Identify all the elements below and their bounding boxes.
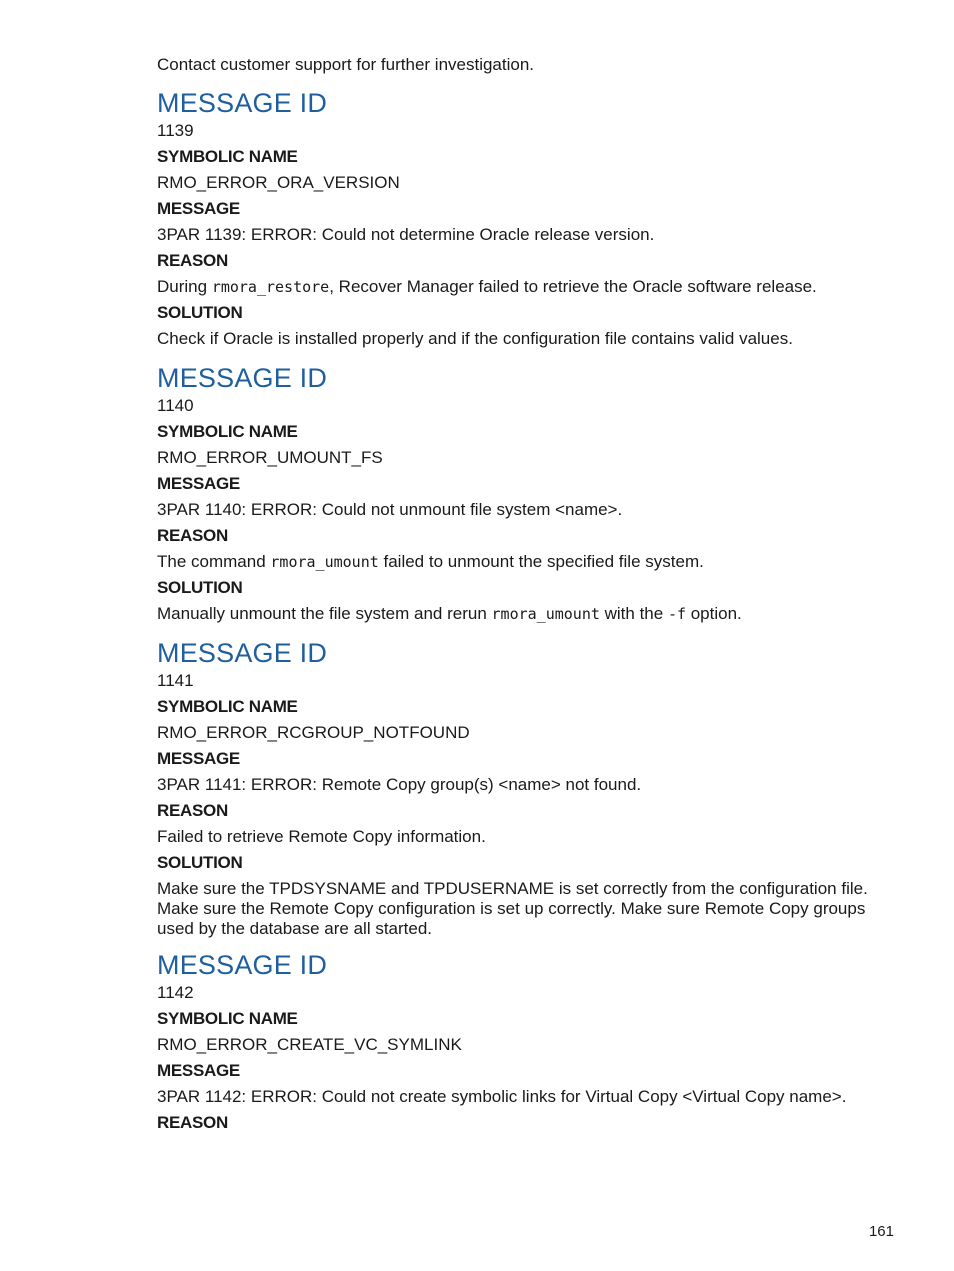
reason-label: REASON xyxy=(157,1113,228,1132)
reason-text-pre: During xyxy=(157,277,212,296)
solution-label: SOLUTION xyxy=(157,578,243,597)
message-entry-1139 xyxy=(157,88,902,352)
message-id-value: 1139 xyxy=(157,121,194,140)
message-label: MESSAGE xyxy=(157,474,240,493)
reason-value: Failed to retrieve Remote Copy information. xyxy=(157,827,486,846)
reason-code: rmora_restore xyxy=(211,278,330,296)
symbolic-name-value: RMO_ERROR_ORA_VERSION xyxy=(157,173,400,192)
message-value: 3PAR 1142: ERROR: Could not create symbolic links for Virtual Copy <Virtual Copy name>. xyxy=(157,1087,847,1106)
message-entry-1141 xyxy=(157,638,902,939)
reason-text-pre: The command xyxy=(157,552,271,571)
message-label: MESSAGE xyxy=(157,199,240,218)
reason-label: REASON xyxy=(157,251,228,270)
solution-text-pre: Manually unmount the file system and rerun xyxy=(157,604,492,623)
message-id-value: 1142 xyxy=(157,983,194,1002)
solution-value: Make sure the TPDSYSNAME and TPDUSERNAME is set correctly from the configuration file. Make sure the Remote Copy configuration is set up correctly. Make sure Remote Copy groups used by the database are all started. xyxy=(157,879,868,938)
intro-text: Contact customer support for further investigation. xyxy=(157,55,535,74)
message-id-heading: MESSAGE ID xyxy=(157,638,328,668)
solution-text-mid: with the xyxy=(599,604,668,623)
message-value: 3PAR 1141: ERROR: Remote Copy group(s) <name> not found. xyxy=(157,775,642,794)
message-entry-1142 xyxy=(157,950,902,1136)
message-label: MESSAGE xyxy=(157,1061,240,1080)
reason-value xyxy=(157,274,902,300)
symbolic-name-value: RMO_ERROR_UMOUNT_FS xyxy=(157,448,383,467)
message-value: 3PAR 1140: ERROR: Could not unmount file system <name>. xyxy=(157,500,623,519)
solution-label: SOLUTION xyxy=(157,853,243,872)
message-id-heading: MESSAGE ID xyxy=(157,950,328,980)
message-entry-1140 xyxy=(157,363,902,627)
message-value: 3PAR 1139: ERROR: Could not determine Oracle release version. xyxy=(157,225,655,244)
reason-code: rmora_umount xyxy=(270,553,379,571)
page-content xyxy=(157,52,902,1147)
reason-text-post: , Recover Manager failed to retrieve the Oracle software release. xyxy=(329,277,817,296)
solution-label: SOLUTION xyxy=(157,303,243,322)
solution-value xyxy=(157,601,902,627)
reason-label: REASON xyxy=(157,526,228,545)
solution-text-post: option. xyxy=(686,604,742,623)
symbolic-name-label: SYMBOLIC NAME xyxy=(157,1009,298,1028)
page-number: 161 xyxy=(868,1223,894,1240)
symbolic-name-label: SYMBOLIC NAME xyxy=(157,697,298,716)
solution-value: Check if Oracle is installed properly and if the configuration file contains valid values. xyxy=(157,329,793,348)
reason-text-post: failed to unmount the specified file system. xyxy=(378,552,704,571)
solution-code-command: rmora_umount xyxy=(491,605,600,623)
solution-code-flag: -f xyxy=(667,605,686,623)
reason-value xyxy=(157,549,902,575)
symbolic-name-value: RMO_ERROR_RCGROUP_NOTFOUND xyxy=(157,723,470,742)
message-id-value: 1141 xyxy=(157,671,194,690)
reason-label: REASON xyxy=(157,801,228,820)
symbolic-name-label: SYMBOLIC NAME xyxy=(157,422,298,441)
message-id-heading: MESSAGE ID xyxy=(157,363,328,393)
symbolic-name-value: RMO_ERROR_CREATE_VC_SYMLINK xyxy=(157,1035,462,1054)
message-id-value: 1140 xyxy=(157,396,194,415)
message-label: MESSAGE xyxy=(157,749,240,768)
message-id-heading: MESSAGE ID xyxy=(157,88,328,118)
symbolic-name-label: SYMBOLIC NAME xyxy=(157,147,298,166)
